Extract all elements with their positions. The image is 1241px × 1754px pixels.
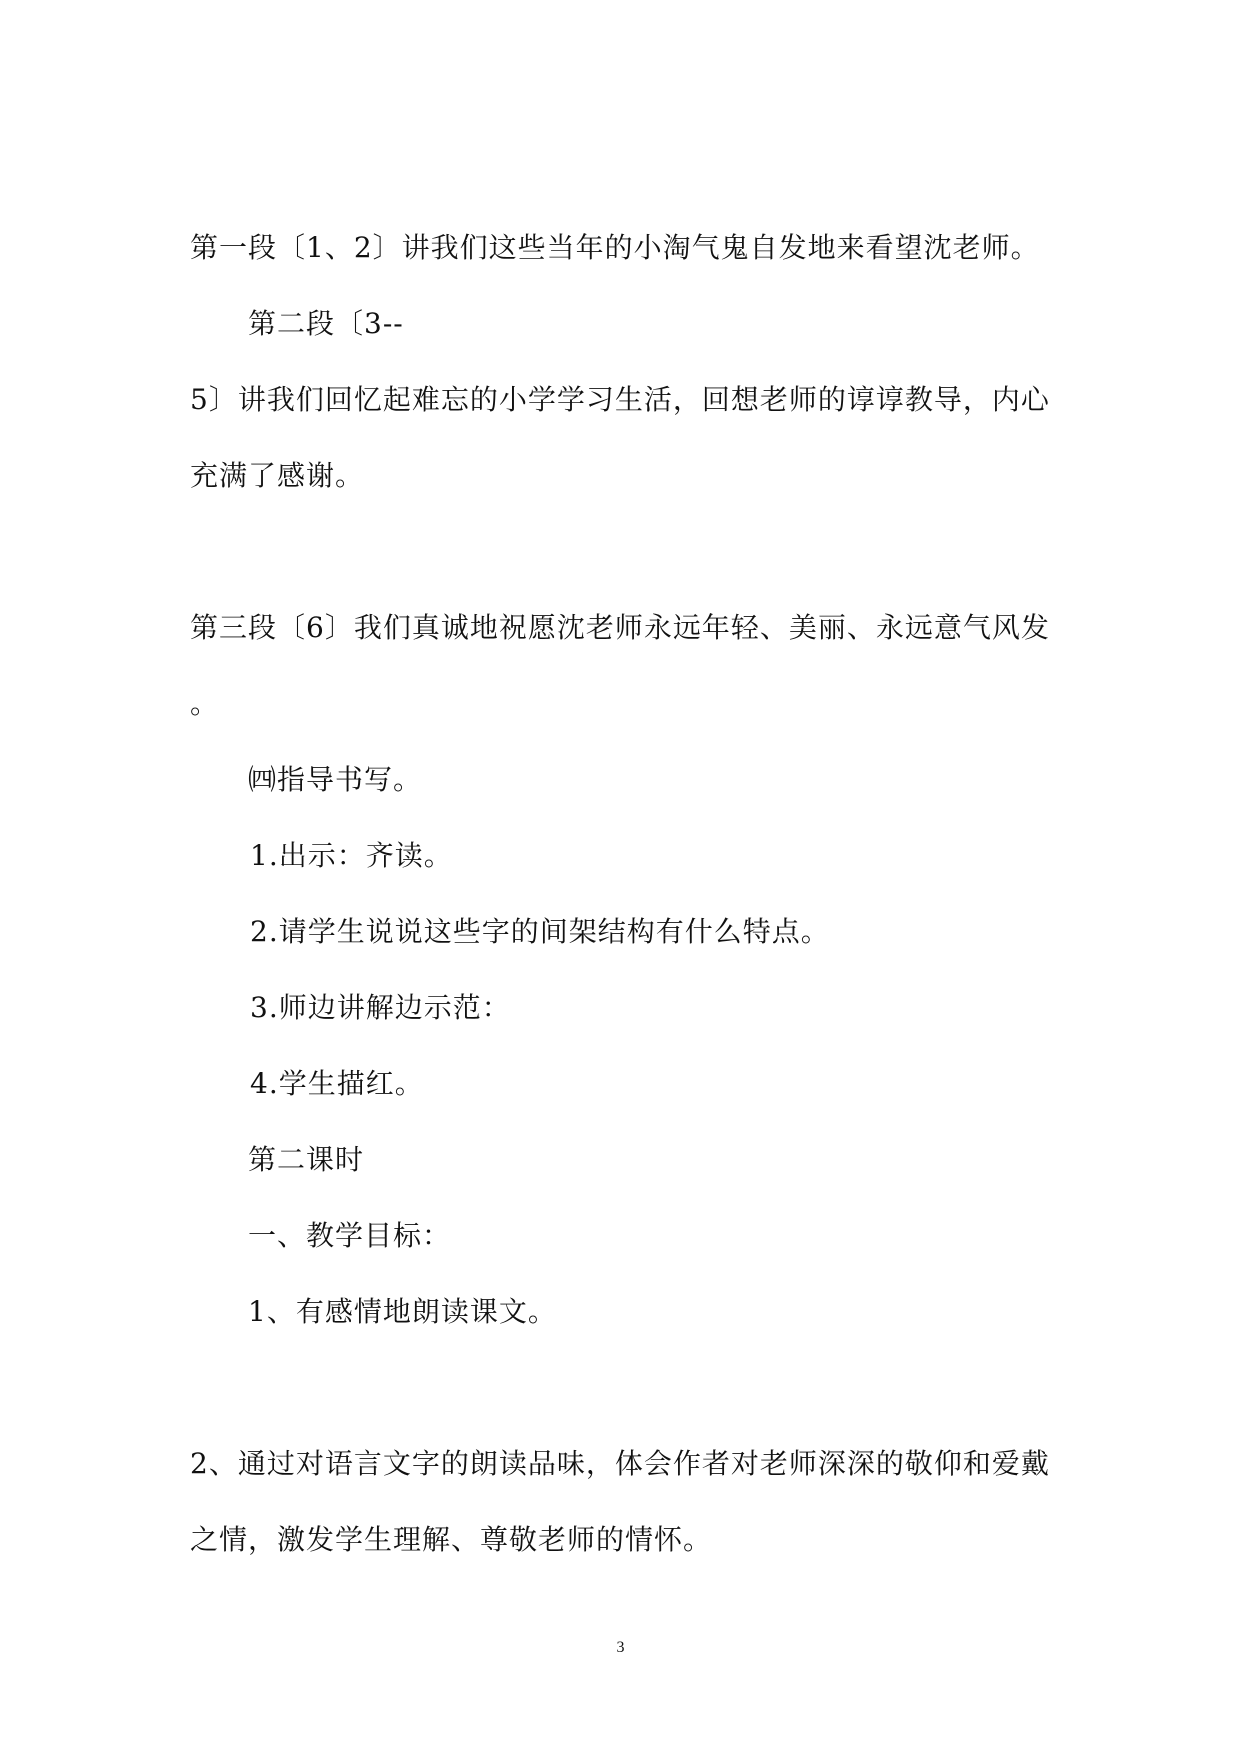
list-item: 2.请学生说说这些字的间架结构有什么特点。 — [250, 915, 830, 948]
page-number: 3 — [616, 1639, 625, 1656]
paragraph-line: 5〕讲我们回忆起难忘的小学学习生活，回想老师的谆谆教导，内心 — [190, 383, 1050, 416]
section-heading: 第二课时 — [248, 1143, 365, 1176]
paragraph-line: 第一段〔1、2〕讲我们这些当年的小淘气鬼自发地来看望沈老师。 — [190, 231, 1040, 264]
paragraph-line: 2、通过对语言文字的朗读品味，体会作者对老师深深的敬仰和爱戴 — [190, 1447, 1050, 1480]
paragraph-line: 。 — [190, 687, 220, 720]
section-heading: 一、教学目标： — [248, 1219, 452, 1252]
list-item: 3.师边讲解边示范： — [250, 991, 511, 1024]
paragraph-line: 之情，激发学生理解、尊敬老师的情怀。 — [190, 1523, 713, 1556]
paragraph-line: 充满了感谢。 — [190, 459, 365, 492]
list-item: 1、有感情地朗读课文。 — [248, 1295, 557, 1328]
paragraph-line: 第三段〔6〕我们真诚地祝愿沈老师永远年轻、美丽、永远意气风发 — [190, 611, 1050, 644]
section-heading: ㈣指导书写。 — [248, 763, 423, 796]
list-item: 4.学生描红。 — [250, 1067, 424, 1100]
list-item: 1.出示：齐读。 — [250, 839, 453, 872]
paragraph-line: 第二段〔3-- — [248, 307, 404, 340]
